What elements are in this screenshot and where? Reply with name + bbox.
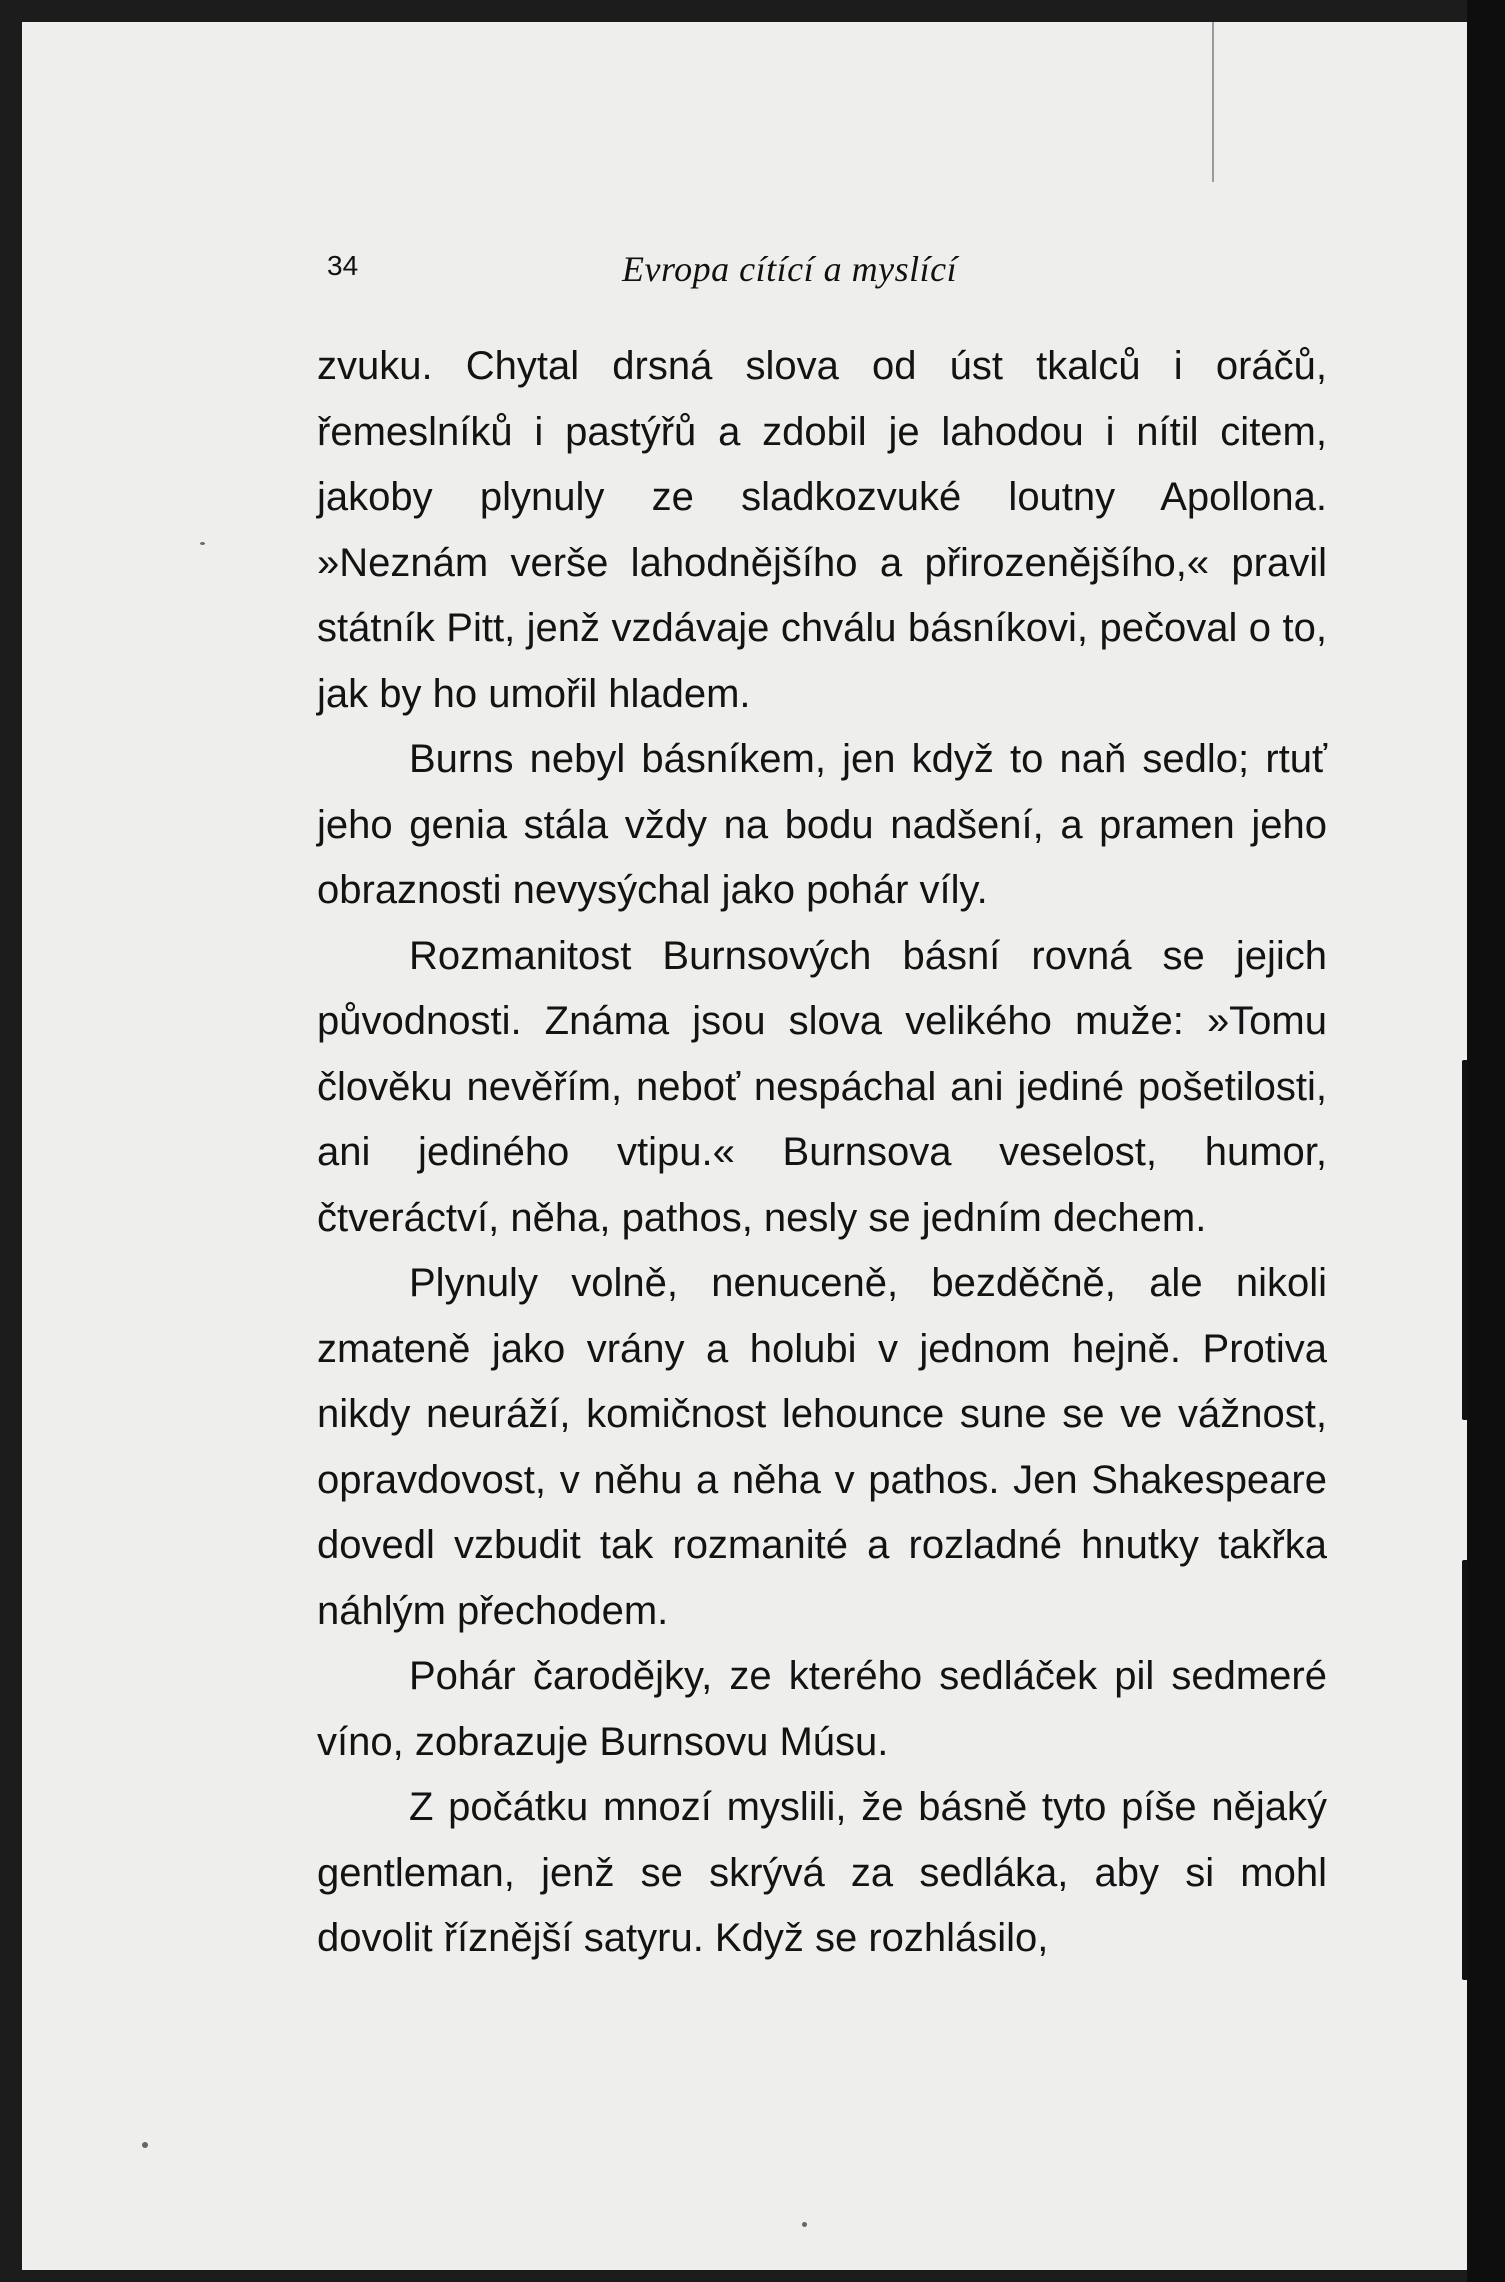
paragraph: Pohár čarodějky, ze kterého sedláček pil sedmeré víno, zobrazuje Burnsovu Músu. (317, 1654, 1327, 1764)
dust-speck (802, 2222, 807, 2227)
paragraph: Burns nebyl básníkem, jen když to naň sedlo; rtuť jeho genia stála vždy na bodu nadšení, a pramen jeho obraznosti nevysýchal jako pohár víly. (317, 737, 1327, 912)
page-number: 34 (327, 250, 359, 281)
paragraph: Rozmanitost Burnsových básní rovná se jejich původnosti. Známa jsou slova velikého muže: »Tomu člověku nevěřím, neboť nespáchal ani jediné pošetilosti, ani jediného vtipu.« Burnsova veselost, humor, čtveráctví, něha, pathos, nesly se jedním dechem. (317, 933, 1327, 1240)
page-header (22, 250, 1467, 300)
dust-speck (200, 542, 205, 545)
page-fold-line (1212, 22, 1214, 182)
binding-mark (1462, 1060, 1468, 1420)
running-title: Evropa cítící a myslící (622, 249, 958, 289)
book-page (22, 22, 1467, 2270)
body-text (317, 334, 1327, 1972)
dust-speck (142, 2142, 148, 2148)
paragraph: zvuku. Chytal drsná slova od úst tkalců i oráčů, řemeslníků i pastýřů a zdobil je lahodou i nítil citem, jakoby plynuly ze sladkozvuké loutny Apollona. »Neznám verše lahodnějšího a přirozenějšího,« pravil státník Pitt, jenž vzdávaje chválu básníkovi, pečoval o to, jak by ho umořil hladem. (317, 344, 1327, 716)
scan-edge (1467, 0, 1505, 2282)
paragraph: Z počátku mnozí myslili, že básně tyto píše nějaký gentleman, jenž se skrývá za sedláka, aby si mohl dovolit říznější satyru. Když se rozhlásilo, (317, 1785, 1327, 1960)
paragraph: Plynuly volně, nenuceně, bezděčně, ale nikoli zmateně jako vrány a holubi v jednom hejně. Protiva nikdy neuráží, komičnost lehounce sune se ve vážnost, opravdovost, v něhu a něha v pathos. Jen Shakespeare dovedl vzbudit tak rozmanité a rozladné hnutky takřka náhlým přechodem. (317, 1261, 1327, 1633)
binding-mark (1462, 1560, 1468, 1980)
